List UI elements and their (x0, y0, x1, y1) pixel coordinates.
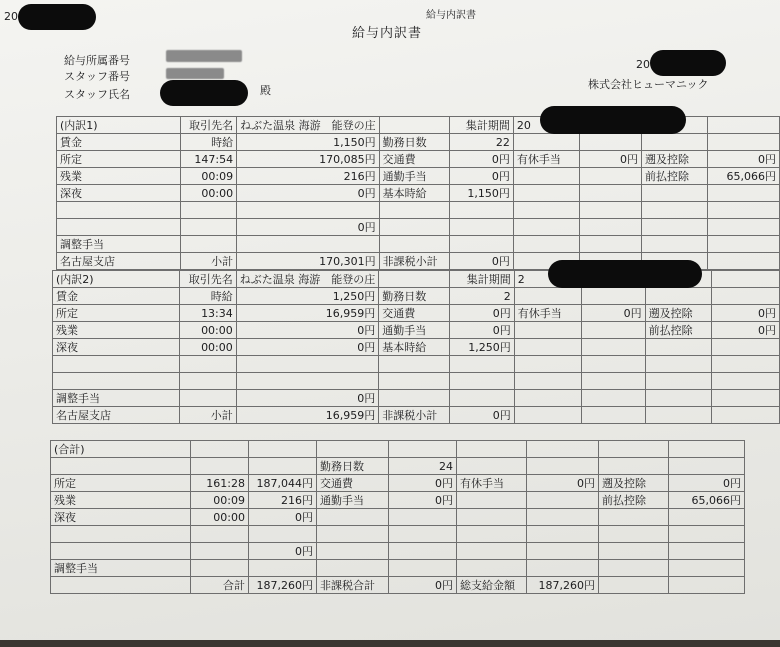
table-cell: 65,066円 (708, 168, 780, 185)
table-cell: 通勤手当 (379, 322, 449, 339)
table-cell (513, 236, 579, 253)
table-row (53, 407, 780, 424)
table-cell: 交通費 (379, 151, 449, 168)
table-cell (457, 560, 527, 577)
table-cell (379, 390, 449, 407)
table-cell (645, 390, 712, 407)
table-cell: 0円 (449, 305, 514, 322)
table-cell (379, 356, 449, 373)
table-cell (527, 458, 599, 475)
table-cell: 16,959円 (236, 407, 379, 424)
table-cell: (内訳2) (53, 271, 180, 288)
table-row (57, 236, 780, 253)
table-cell: 0円 (249, 543, 317, 560)
table-cell: 深夜 (53, 339, 180, 356)
table-row (51, 560, 745, 577)
table-cell (449, 236, 513, 253)
table-row (57, 151, 780, 168)
table-cell: 調整手当 (53, 390, 180, 407)
table-cell (514, 288, 581, 305)
table-cell (57, 219, 181, 236)
table-cell: 0円 (389, 475, 457, 492)
table-cell (191, 441, 249, 458)
table-cell: 187,044円 (249, 475, 317, 492)
table-cell (599, 458, 669, 475)
top-small-title: 給与内訳書 (426, 10, 476, 21)
table-cell: 0円 (449, 151, 513, 168)
table-cell (708, 253, 780, 270)
table-cell (57, 202, 181, 219)
table-cell: 調整手当 (57, 236, 181, 253)
table-cell (317, 526, 389, 543)
field-label-affiliation: 給与所属番号 (64, 54, 130, 67)
table-cell: 20 (513, 117, 579, 134)
table-cell: 161:28 (191, 475, 249, 492)
table-cell: 調整手当 (51, 560, 191, 577)
table-row (53, 288, 780, 305)
table-cell (237, 202, 380, 219)
table-cell: 187,260円 (249, 577, 317, 594)
table-cell: 通勤手当 (317, 492, 389, 509)
redaction-period-2 (548, 260, 702, 288)
table-cell (581, 339, 645, 356)
table-cell: 13:34 (179, 305, 236, 322)
table-cell (599, 543, 669, 560)
table-cell (179, 390, 236, 407)
table-cell (457, 543, 527, 560)
table-cell (514, 373, 581, 390)
table-cell: 0円 (581, 305, 645, 322)
table-cell (236, 356, 379, 373)
table-cell (669, 577, 745, 594)
table-cell (579, 134, 641, 151)
table-cell (249, 526, 317, 543)
table-cell: 00:00 (179, 339, 236, 356)
table-cell: 賃金 (57, 134, 181, 151)
redaction-date (650, 50, 726, 76)
table-cell (191, 543, 249, 560)
table-cell (457, 441, 527, 458)
table-cell (180, 219, 237, 236)
redaction-staff-number (166, 68, 224, 79)
redaction-affiliation (166, 50, 242, 62)
table-cell (513, 219, 579, 236)
table-cell: 非課税小計 (379, 253, 449, 270)
table-cell (514, 339, 581, 356)
section-breakdown-1 (56, 116, 780, 270)
table-cell: 小計 (179, 407, 236, 424)
table-row (57, 134, 780, 151)
table-cell: 時給 (180, 134, 237, 151)
table-cell (180, 236, 237, 253)
table-cell: 勤務日数 (379, 288, 449, 305)
table-cell (708, 236, 780, 253)
table-cell: 0円 (389, 492, 457, 509)
year-prefix-right: 20 (636, 58, 650, 71)
table-cell (669, 509, 745, 526)
table-cell: 残業 (51, 492, 191, 509)
table-cell (389, 441, 457, 458)
table-row (53, 305, 780, 322)
table-cell (513, 185, 579, 202)
table-cell: 0円 (237, 185, 380, 202)
table-cell (669, 543, 745, 560)
table-cell: 小計 (180, 253, 237, 270)
table-cell (180, 202, 237, 219)
table-cell (457, 458, 527, 475)
table-row (51, 475, 745, 492)
table-cell: 16,959円 (236, 305, 379, 322)
table-cell (513, 134, 579, 151)
table-cell: ねぶた温泉 海游 能登の庄 (236, 271, 379, 288)
table-row (53, 356, 780, 373)
table-cell: 前払控除 (642, 168, 708, 185)
table-cell (457, 526, 527, 543)
redaction-period-1 (540, 106, 686, 134)
company-name: 株式会社ヒューマニック (588, 78, 709, 91)
table-cell: (内訳1) (57, 117, 181, 134)
table-cell (712, 288, 780, 305)
table-cell (669, 458, 745, 475)
table-cell (449, 356, 514, 373)
table-cell: 0円 (449, 168, 513, 185)
table-cell: 遡及控除 (642, 151, 708, 168)
table-cell: 170,301円 (237, 253, 380, 270)
table-cell: 00:09 (191, 492, 249, 509)
section-breakdown-2 (52, 270, 780, 424)
table-cell (708, 202, 780, 219)
redaction-staff-name (160, 80, 248, 106)
table-cell: 170,085円 (237, 151, 380, 168)
year-prefix-left: 20 (4, 10, 18, 23)
table-cell: 合計 (191, 577, 249, 594)
table-cell: 交通費 (317, 475, 389, 492)
table-cell: 名古屋支店 (53, 407, 180, 424)
table-cell (708, 134, 780, 151)
table-cell: 有休手当 (513, 151, 579, 168)
table-cell: 非課税小計 (379, 407, 449, 424)
table-cell: 0円 (449, 407, 514, 424)
table-cell: 216円 (237, 168, 380, 185)
table-cell (236, 373, 379, 390)
table-cell (527, 560, 599, 577)
table-row (57, 185, 780, 202)
table-cell (249, 441, 317, 458)
table-cell: 基本時給 (379, 185, 449, 202)
table-cell: 前払控除 (645, 322, 712, 339)
table-cell (389, 509, 457, 526)
table-cell (712, 373, 780, 390)
table-cell: 所定 (51, 475, 191, 492)
table-cell (51, 577, 191, 594)
table-cell (191, 526, 249, 543)
table-cell: (合計) (51, 441, 191, 458)
table-cell (579, 236, 641, 253)
table-cell (527, 526, 599, 543)
table-cell (379, 117, 449, 134)
table-cell: 名古屋支店 (57, 253, 181, 270)
table-cell: 有休手当 (457, 475, 527, 492)
table-cell: 時給 (179, 288, 236, 305)
table-cell: 00:00 (180, 185, 237, 202)
table-cell: 有休手当 (514, 305, 581, 322)
table-row (51, 543, 745, 560)
table-row (51, 458, 745, 475)
table-cell (191, 560, 249, 577)
table-cell (249, 458, 317, 475)
table-cell (237, 236, 380, 253)
table-cell (457, 509, 527, 526)
table-cell (708, 117, 780, 134)
table-cell (449, 390, 514, 407)
table-cell (514, 322, 581, 339)
table-cell (457, 492, 527, 509)
table-cell: 24 (389, 458, 457, 475)
table-cell (581, 373, 645, 390)
table-cell (179, 356, 236, 373)
table-cell (527, 441, 599, 458)
breakdown-1-table (56, 116, 780, 270)
table-cell (599, 526, 669, 543)
table-cell (599, 441, 669, 458)
table-cell: 深夜 (51, 509, 191, 526)
table-cell (379, 202, 449, 219)
table-cell (53, 356, 180, 373)
table-cell (579, 219, 641, 236)
honorific: 殿 (260, 84, 271, 97)
field-label-staff-name: スタッフ氏名 (64, 88, 130, 101)
table-cell: 勤務日数 (317, 458, 389, 475)
table-cell: ねぶた温泉 海游 能登の庄 (237, 117, 380, 134)
table-cell: 00:00 (191, 509, 249, 526)
table-cell (513, 202, 579, 219)
field-label-staff-number: スタッフ番号 (64, 70, 130, 83)
table-cell (581, 407, 645, 424)
table-row (53, 339, 780, 356)
table-cell: 0円 (449, 322, 514, 339)
table-cell (514, 390, 581, 407)
table-cell: 総支給金額 (457, 577, 527, 594)
table-cell: 1,150円 (237, 134, 380, 151)
table-cell: 0円 (579, 151, 641, 168)
page-title: 給与内訳書 (352, 26, 423, 41)
table-cell (642, 219, 708, 236)
table-row (53, 373, 780, 390)
table-cell (191, 458, 249, 475)
table-cell: 0円 (527, 475, 599, 492)
table-cell: 0円 (712, 305, 780, 322)
table-cell (645, 407, 712, 424)
table-cell (712, 339, 780, 356)
table-cell: 0円 (708, 151, 780, 168)
table-cell (669, 560, 745, 577)
table-cell: 基本時給 (379, 339, 449, 356)
table-cell (379, 271, 449, 288)
table-cell (669, 526, 745, 543)
table-cell (317, 560, 389, 577)
redaction-top-left (18, 4, 96, 30)
table-cell (379, 219, 449, 236)
table-cell: 2 (514, 271, 581, 288)
table-cell (579, 185, 641, 202)
table-cell (513, 168, 579, 185)
table-cell (389, 560, 457, 577)
table-row (51, 441, 745, 458)
breakdown-2-table (52, 270, 780, 424)
table-cell (712, 271, 780, 288)
table-cell (599, 560, 669, 577)
table-cell (449, 373, 514, 390)
table-cell (51, 458, 191, 475)
table-cell: 勤務日数 (379, 134, 449, 151)
table-cell: 残業 (53, 322, 180, 339)
table-cell: 22 (449, 134, 513, 151)
table-cell: 00:00 (179, 322, 236, 339)
table-row (57, 202, 780, 219)
table-cell (599, 577, 669, 594)
table-cell (527, 543, 599, 560)
table-cell (527, 492, 599, 509)
table-cell (642, 134, 708, 151)
table-cell (51, 543, 191, 560)
table-row (57, 219, 780, 236)
table-cell (708, 185, 780, 202)
table-row (51, 526, 745, 543)
total-table (50, 440, 745, 594)
table-cell (712, 407, 780, 424)
table-cell (179, 373, 236, 390)
table-cell: 0円 (236, 322, 379, 339)
table-cell (249, 560, 317, 577)
table-cell (389, 543, 457, 560)
table-cell (645, 356, 712, 373)
table-cell (642, 202, 708, 219)
table-cell: 非課税合計 (317, 577, 389, 594)
table-cell (527, 509, 599, 526)
table-cell (581, 390, 645, 407)
table-cell: 0円 (712, 322, 780, 339)
table-cell (449, 202, 513, 219)
table-cell (317, 441, 389, 458)
table-cell: 取引先名 (180, 117, 237, 134)
table-cell (708, 219, 780, 236)
table-cell (51, 526, 191, 543)
table-cell: 0円 (669, 475, 745, 492)
table-cell: 1,150円 (449, 185, 513, 202)
table-cell: 0円 (236, 339, 379, 356)
table-cell (514, 356, 581, 373)
table-cell: 187,260円 (527, 577, 599, 594)
table-cell (317, 509, 389, 526)
table-cell (599, 509, 669, 526)
table-row (51, 509, 745, 526)
table-cell (379, 236, 449, 253)
table-cell: 取引先名 (179, 271, 236, 288)
table-cell (669, 441, 745, 458)
table-cell: 残業 (57, 168, 181, 185)
table-cell: 前払控除 (599, 492, 669, 509)
table-cell: 147:54 (180, 151, 237, 168)
table-cell: 00:09 (180, 168, 237, 185)
table-cell: 交通費 (379, 305, 449, 322)
table-cell (389, 526, 457, 543)
table-cell (379, 373, 449, 390)
section-total (50, 440, 745, 594)
table-cell: 216円 (249, 492, 317, 509)
table-cell (581, 288, 645, 305)
table-row (51, 577, 745, 594)
table-cell: 所定 (57, 151, 181, 168)
table-cell: 0円 (237, 219, 380, 236)
table-cell (581, 356, 645, 373)
table-cell (449, 219, 513, 236)
table-cell: 0円 (449, 253, 513, 270)
table-cell: 遡及控除 (599, 475, 669, 492)
table-cell (645, 373, 712, 390)
table-cell: 0円 (236, 390, 379, 407)
table-cell (645, 339, 712, 356)
table-row (57, 168, 780, 185)
table-cell (579, 168, 641, 185)
table-cell (317, 543, 389, 560)
table-cell: 0円 (389, 577, 457, 594)
table-cell (712, 390, 780, 407)
table-cell (581, 322, 645, 339)
table-cell: 賃金 (53, 288, 180, 305)
table-cell: 通勤手当 (379, 168, 449, 185)
table-cell (642, 236, 708, 253)
table-cell (579, 202, 641, 219)
table-cell: 1,250円 (449, 339, 514, 356)
table-cell (642, 185, 708, 202)
table-cell (514, 407, 581, 424)
table-cell: 2 (449, 288, 514, 305)
table-cell (712, 356, 780, 373)
table-cell: 遡及控除 (645, 305, 712, 322)
table-cell: 集計期間 (449, 117, 513, 134)
table-cell: 1,250円 (236, 288, 379, 305)
table-row (53, 322, 780, 339)
table-cell: 0円 (249, 509, 317, 526)
table-cell: 65,066円 (669, 492, 745, 509)
table-cell: 所定 (53, 305, 180, 322)
table-row (51, 492, 745, 509)
table-row (53, 390, 780, 407)
table-cell (53, 373, 180, 390)
table-cell (645, 288, 712, 305)
table-cell: 深夜 (57, 185, 181, 202)
table-cell: 集計期間 (449, 271, 514, 288)
